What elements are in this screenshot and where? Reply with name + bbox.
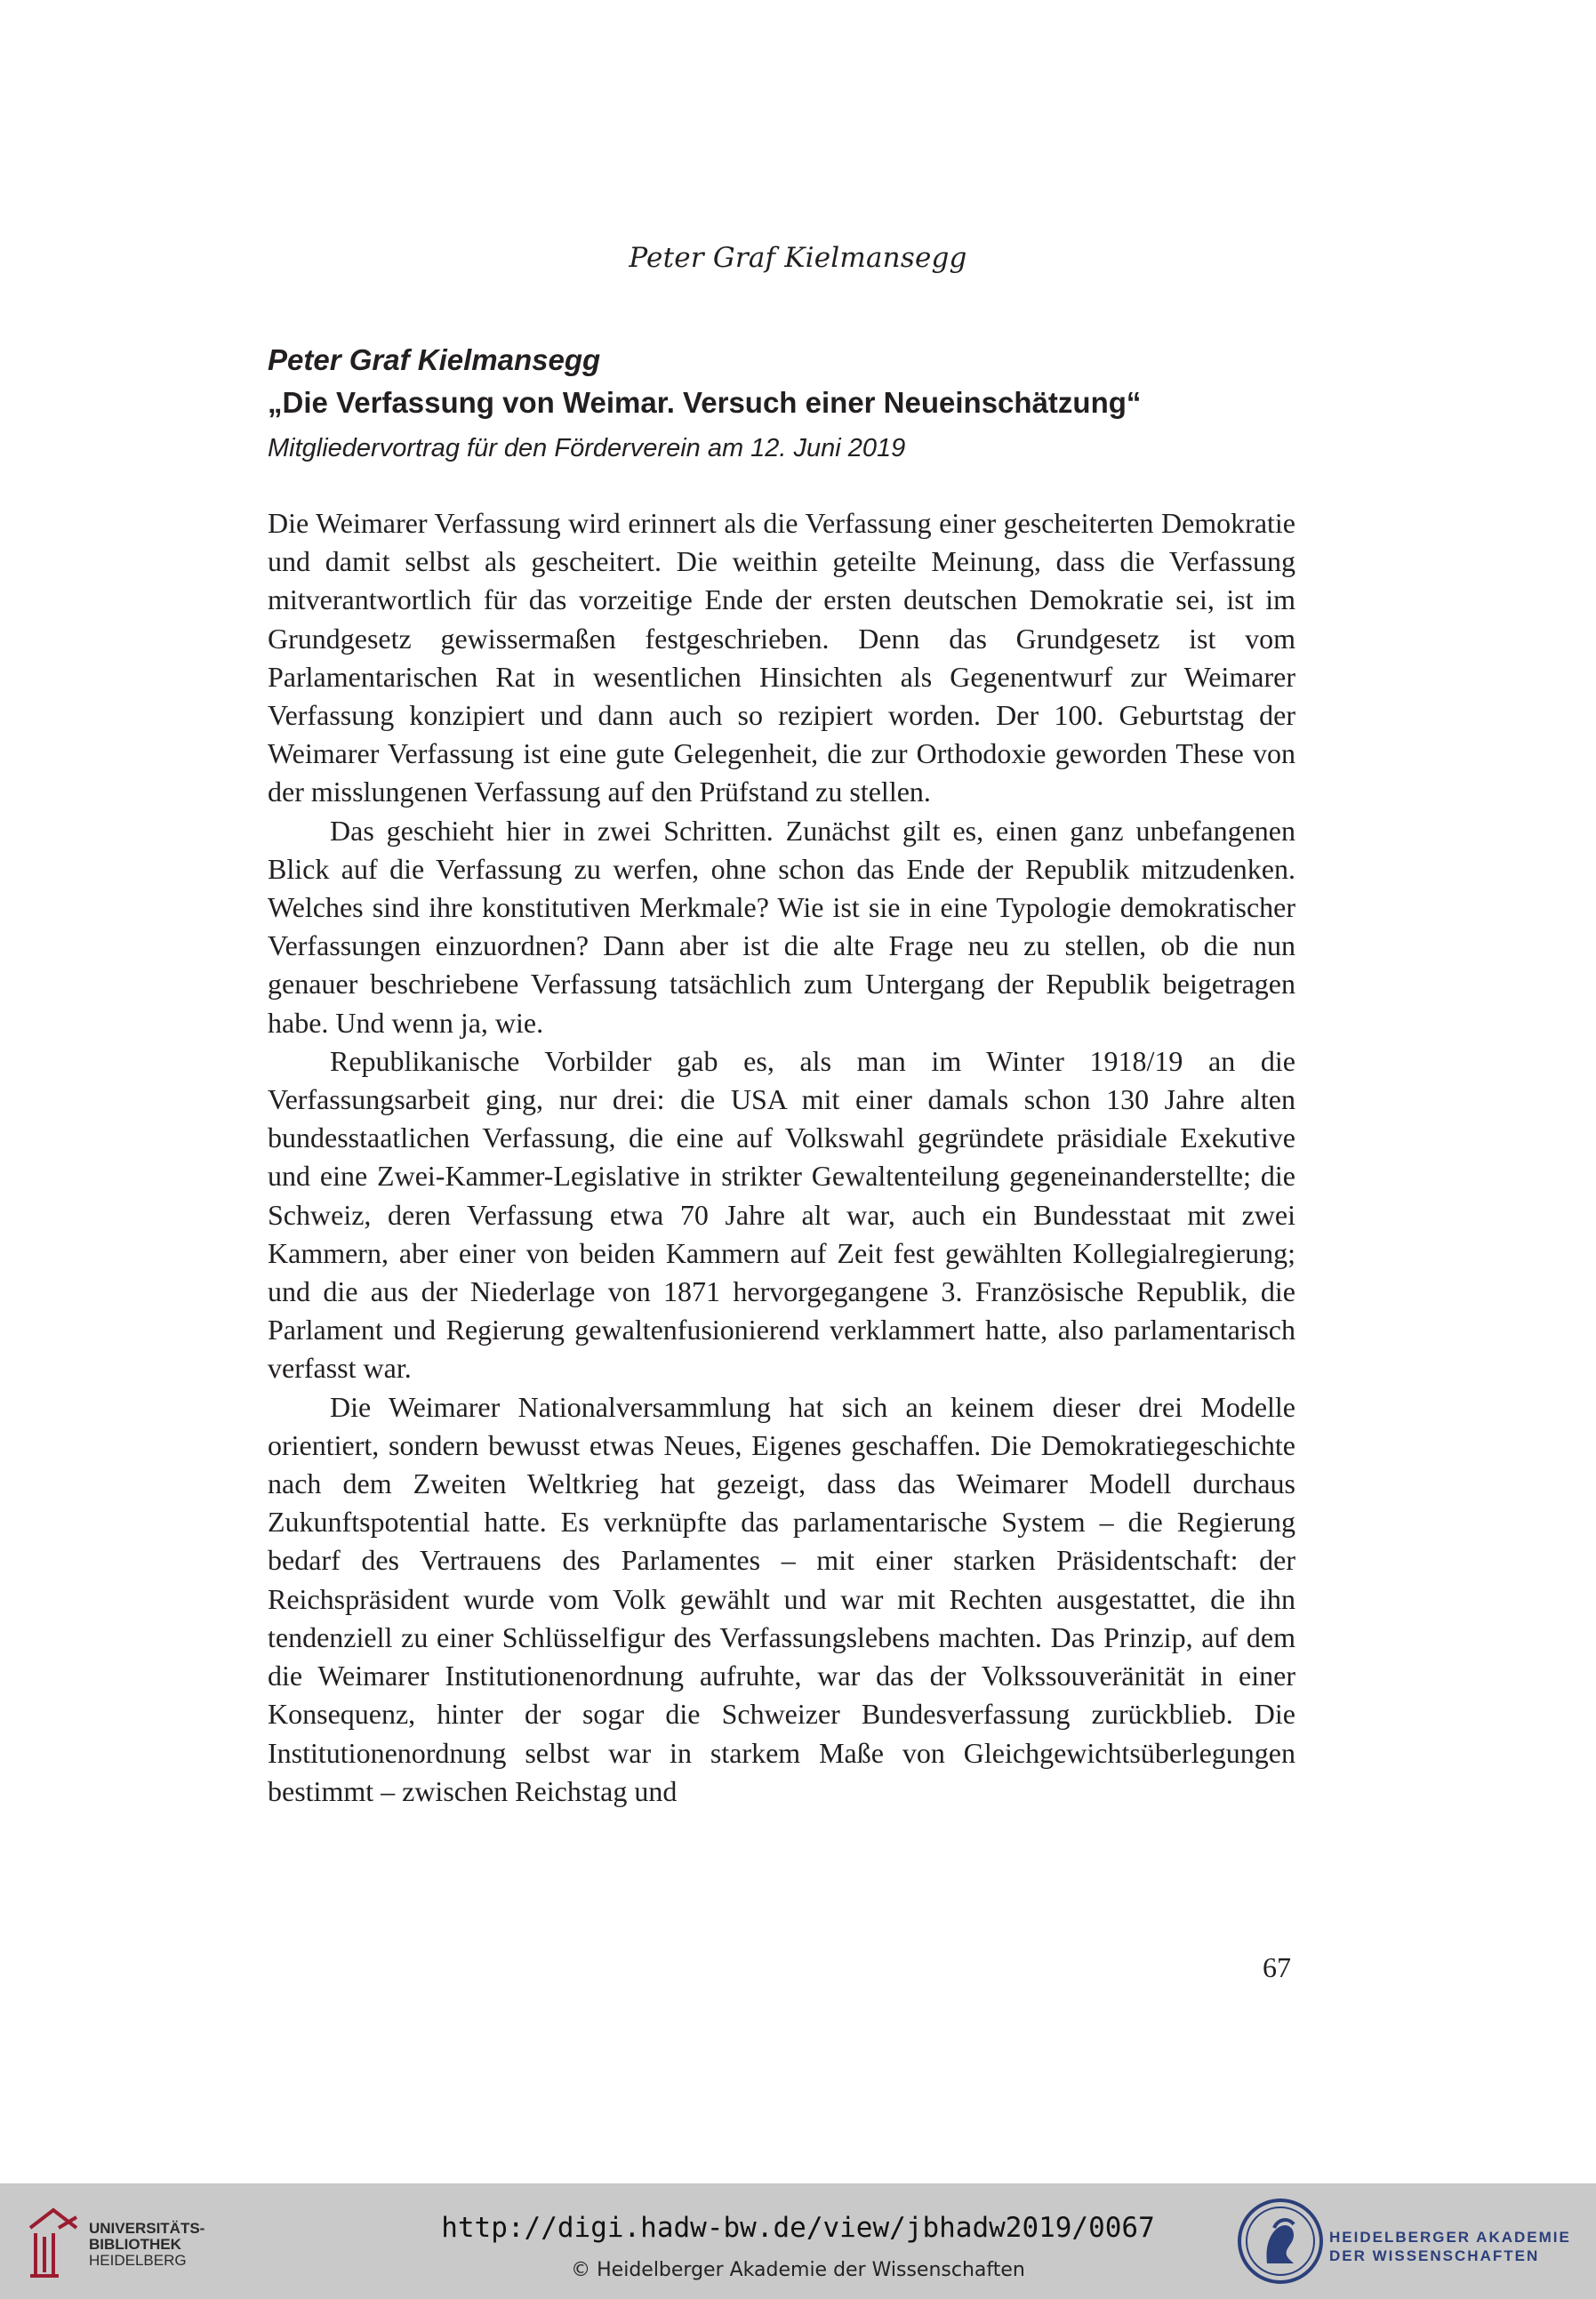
- permalink-url[interactable]: http://digi.hadw-bw.de/view/jbhadw2019/0067: [441, 2212, 1155, 2244]
- running-head: Peter Graf Kielmansegg: [629, 242, 967, 274]
- body-text: [268, 504, 1295, 1811]
- article-subtitle: Mitgliedervortrag für den Förderverein am 12. Juni 2019: [268, 434, 906, 462]
- library-logo-line: UNIVERSITÄTS-: [89, 2220, 205, 2237]
- library-logo-line: HEIDELBERG: [89, 2252, 187, 2269]
- academy-logo-text: [1329, 2228, 1571, 2265]
- footer-bar: [0, 2183, 1596, 2299]
- paragraph: Die Weimarer Nationalversammlung hat sich an keinem dieser drei Modelle orientiert, sondern bewusst etwas Neues, Eigenes geschaffen. Die Demokratiegeschichte nach dem Zweiten Weltkrieg hat gezeigt, dass das Weimarer Modell durchaus Zukunftspotential hatte. Es verknüpfte das parlamentarische System – die Regierung bedarf des Vertrauens des Parlamentes – mit einer starken Präsidentschaft: der Reichspräsident wurde vom Volk gewählt und war mit Rechten ausgestattet, die ihn tendenziell zu einer Schlüsselfigur des Verfassungslebens machten. Das Prinzip, auf dem die Weimarer Institutionenordnung aufruhte, war das der Volkssouveränität in einer Konsequenz, hinter der sogar die Schweizer Bundesverfassung zurückblieb. Die Institutionenordnung selbst war in starkem Maße von Gleichgewichtsüberlegungen bestimmt – zwischen Reichstag und: [268, 1390, 1295, 1807]
- library-logo-line: BIBLIOTHEK: [89, 2236, 181, 2253]
- article-header: [268, 342, 1299, 470]
- article-title: „Die Verfassung von Weimar. Versuch einer Neueinschätzung“: [268, 386, 1142, 419]
- academy-logo-line: DER WISSENSCHAFTEN: [1329, 2247, 1540, 2264]
- paragraph: Die Weimarer Verfassung wird erinnert als die Verfassung einer gescheiterten Demokratie und damit selbst als gescheitert. Die weithin geteilte Meinung, dass die Verfassung mitverantwortlich für das vorzeitige Ende der ersten deutschen Demokratie sei, ist im Grundgesetz gewissermaßen festgeschrieben. Denn das Grundgesetz ist vom Parlamentarischen Rat in wesentlichen Hinsichten als Gegenentwurf zur Weimarer Verfassung konzipiert und dann auch so rezipiert worden. Der 100. Geburtstag der Weimarer Verfassung ist eine gute Gelegenheit, die zur Orthodoxie geworden These von der misslungenen Verfassung auf den Prüfstand zu stellen.: [268, 507, 1295, 808]
- academy-logo-line: HEIDELBERGER AKADEMIE: [1329, 2229, 1571, 2246]
- academy-seal-icon: [1231, 2192, 1329, 2290]
- page-number: 67: [1263, 1951, 1291, 1983]
- copyright-notice: © Heidelberger Akademie der Wissenschaften: [571, 2259, 1025, 2281]
- paragraph: Das geschieht hier in zwei Schritten. Zunächst gilt es, einen ganz unbefangenen Blick auf die Verfassung zu werfen, ohne schon das Ende der Republik mitzudenken. Welches sind ihre konstitutiven Merkmale? Wie ist sie in eine Typologie demokratischer Verfassungen einzuordnen? Dann aber ist die alte Frage neu zu stellen, ob die nun genauer beschriebene Verfassung tatsächlich zum Untergang der Republik beigetragen habe. Und wenn ja, wie.: [268, 814, 1295, 1039]
- article-author: Peter Graf Kielmansegg: [268, 343, 601, 376]
- academy-logo[interactable]: [1231, 2192, 1587, 2290]
- paragraph: Republikanische Vorbilder gab es, als man im Winter 1918/19 an die Verfassungsarbeit ging, nur drei: die USA mit einer damals schon 130 Jahre alten bundesstaatlichen Verfassung, die eine auf Volkswahl gegründete präsidiale Exekutive und eine Zwei-Kammer-Legislative in strikter Gewaltenteilung gegeneinanderstellte; die Schweiz, deren Verfassung etwa 70 Jahre alt war, auch ein Bundesstaat mit zwei Kammern, aber einer von beiden Kammern auf Zeit fest gewählten Kollegialregierung; und die aus der Niederlage von 1871 hervorgegangene 3. Französische Republik, die Parlament und Regierung gewaltenfusionierend verklammert hatte, also parlamentarisch verfasst war.: [268, 1044, 1295, 1385]
